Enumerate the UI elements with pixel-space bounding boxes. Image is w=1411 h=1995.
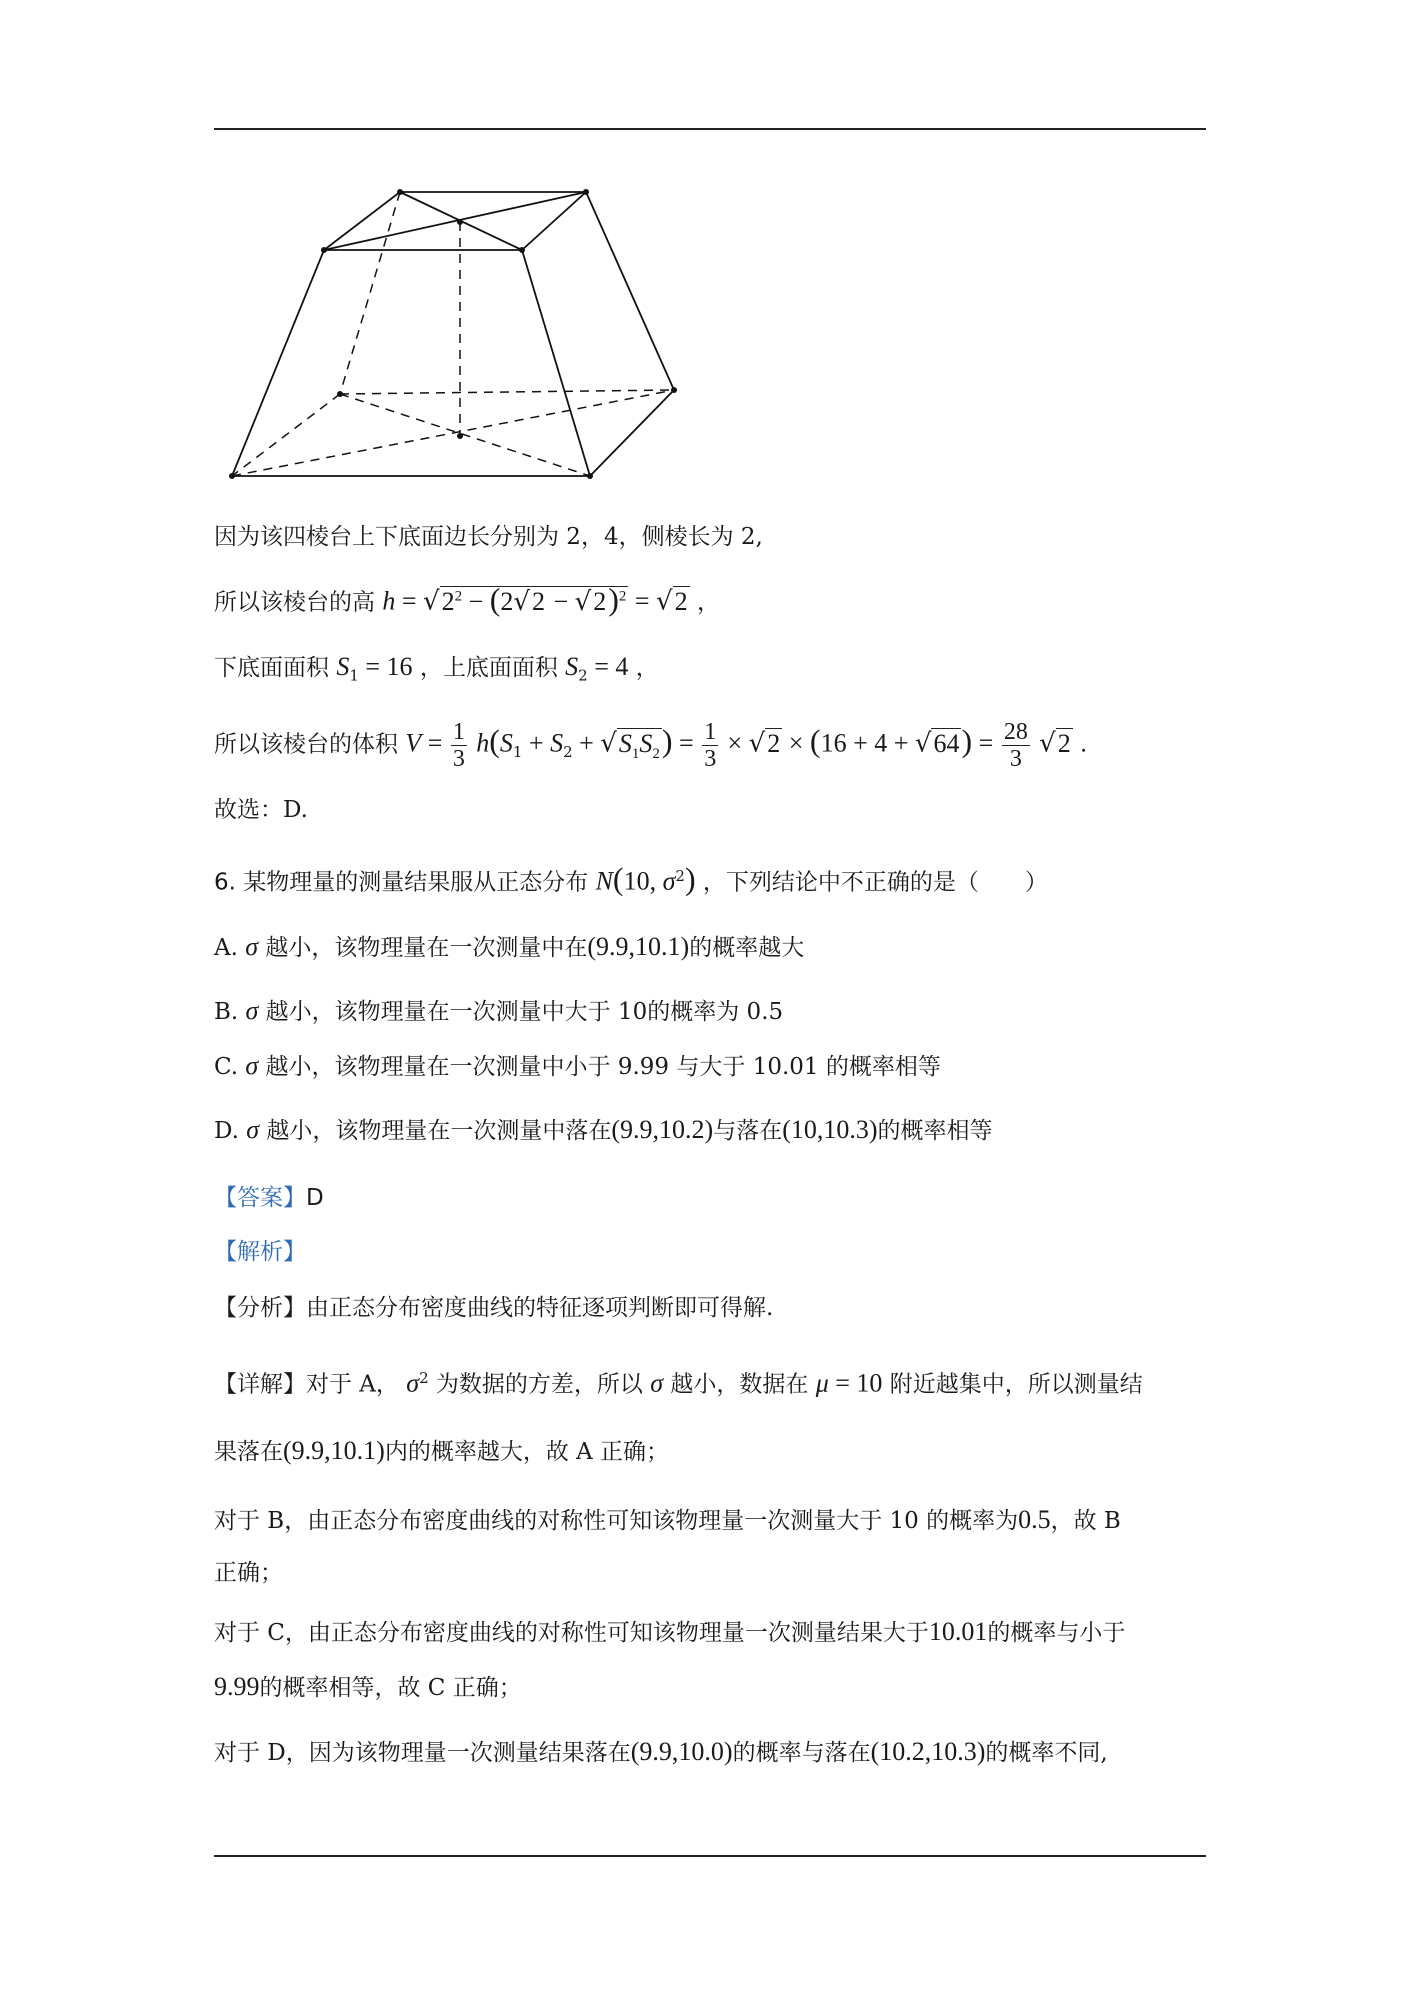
solution-line-1	[214, 519, 763, 555]
detail-d2: 的概率与落在	[732, 1740, 871, 1766]
detail-c1: 对于 C，由正态分布密度曲线的对称性可知该物理量一次测量结果大于	[214, 1620, 929, 1646]
option-c: C. σ 越小，该物理量在一次测量中小于 9.99 与大于 10.01 的概率相等	[214, 1051, 941, 1080]
detail-a3: 越小，数据在	[670, 1371, 809, 1398]
detail-d3: 的概率不同,	[985, 1740, 1108, 1766]
detail-a2: 为数据的方差，所以	[435, 1371, 643, 1398]
volume-tail: .	[1080, 731, 1088, 758]
option-c-label: C.	[214, 1054, 239, 1080]
option-d-post2: 的概率相等	[877, 1118, 993, 1144]
area-prefix: 下底面面积	[214, 655, 329, 681]
fenxi-tag: 【分析】	[214, 1295, 306, 1321]
area-line: 下底面面积 $S_1 = 16$ ，上底面面积 $S_2 = 4$ ，	[214, 652, 659, 685]
detail-line-b1: 对于 B，由正态分布密度曲线的对称性可知该物理量一次测量大于 10 的概率为0.5，故 B	[214, 1505, 1121, 1534]
question-stem-a: 某物理量的测量结果服从正态分布	[243, 869, 589, 896]
answer-value: D	[306, 1185, 324, 1211]
choose-line	[214, 792, 308, 828]
detail-line-c1: 对于 C，由正态分布密度曲线的对称性可知该物理量一次测量结果大于10.01的概率与小于	[214, 1617, 1126, 1646]
option-d-post: 与落在	[713, 1118, 783, 1144]
detail-line-a1: 【详解】对于 A， $\sigma^2$ 为数据的方差，所以 σ 越小，数据在 μ = 10 附近越集中，所以测量结	[214, 1368, 1143, 1398]
detail-line-d1: 对于 D，因为该物理量一次测量结果落在(9.9,10.0)的概率与落在(10.2,10.3)的概率不同,	[214, 1737, 1108, 1766]
option-b-label: B.	[214, 999, 239, 1025]
option-d-interval2: (10,10.3)	[782, 1115, 878, 1144]
question-stem-b: ，下列结论中不正确的是（ ）	[702, 869, 1048, 896]
option-a-post: 的概率越大	[689, 935, 805, 961]
volume-line: 所以该棱台的体积 V = $\frac{1}{3}$ $h(S_1 + S_2 + √S_1S_2)$ = $\frac{1}{3}$ × √2 × (16 + 4 + √64) = $\frac{28}{3}$ √2 .	[214, 719, 1088, 772]
detail-line-a2: 果落在(9.9,10.1)内的概率越大，故 A 正确；	[214, 1436, 670, 1465]
option-d: D. σ 越小，该物理量在一次测量中落在(9.9,10.2)与落在(10,10.3)的概率相等	[214, 1115, 993, 1144]
option-a-label: A.	[214, 935, 238, 961]
option-a-pre: 越小，该物理量在一次测量中在	[265, 935, 588, 961]
answer-tag: 【答案】	[214, 1185, 306, 1211]
area-tail: ，	[635, 655, 659, 681]
detail-a5: 果落在	[214, 1439, 283, 1465]
detail-c2: 的概率与小于	[987, 1620, 1126, 1646]
height-tail: ，	[696, 589, 720, 616]
option-d-label: D.	[214, 1118, 239, 1144]
option-d-pre: 越小，该物理量在一次测量中落在	[266, 1118, 612, 1144]
fenxi-line	[214, 1290, 773, 1326]
height-formula-line: 所以该棱台的高 $h = √2^2 - (2√2 - √2)^2 = √2$ ，	[214, 580, 720, 617]
option-a: A. σ 越小，该物理量在一次测量中在(9.9,10.1)的概率越大	[214, 932, 805, 961]
question-stem: 6. 某物理量的测量结果服从正态分布 N(10, $\sigma^2$) ，下列结论中不正确的是（ ）	[214, 860, 1048, 897]
volume-prefix: 所以该棱台的体积	[214, 731, 398, 758]
fenxi-text: 由正态分布密度曲线的特征逐项判断即可得解.	[306, 1295, 774, 1321]
detail-d1: 对于 D，因为该物理量一次测量结果落在	[214, 1740, 631, 1766]
answer-line	[214, 1180, 324, 1216]
choose-text: 故选：D.	[214, 797, 308, 823]
header-rule	[214, 128, 1206, 130]
frustum-figure	[214, 180, 694, 490]
detail-b3: 正确；	[214, 1560, 283, 1586]
xiangjie-tag: 【详解】	[214, 1371, 306, 1398]
option-b-text: 越小，该物理量在一次测量中大于 10的概率为 0.5	[265, 999, 784, 1025]
footer-rule	[214, 1855, 1206, 1857]
detail-line-c2: 9.99的概率相等，故 C 正确；	[214, 1672, 522, 1701]
detail-line-b2	[214, 1555, 283, 1591]
question-number: 6.	[214, 869, 236, 896]
option-c-text: 越小，该物理量在一次测量中小于 9.99 与大于 10.01 的概率相等	[265, 1054, 941, 1080]
option-b: B. σ 越小，该物理量在一次测量中大于 10的概率为 0.5	[214, 996, 784, 1025]
option-d-interval: (9.9,10.2)	[611, 1115, 714, 1144]
height-prefix: 所以该棱台的高	[214, 589, 375, 616]
detail-b1: 对于 B，由正态分布密度曲线的对称性可知该物理量一次测量大于 10 的概率为	[214, 1508, 1019, 1534]
detail-a4: 附近越集中，所以测量结	[889, 1371, 1143, 1398]
area-mid: ，上底面面积	[419, 655, 558, 681]
detail-a6: 内的概率越大，故 A 正确；	[384, 1439, 670, 1465]
detail-c3: 的概率相等，故 C 正确；	[259, 1675, 522, 1701]
detail-a1: 对于 A，	[306, 1371, 399, 1398]
option-a-interval: (9.9,10.1)	[587, 932, 690, 961]
analysis-tag: 【解析】	[214, 1239, 306, 1265]
solution-text-1: 因为该四棱台上下底面边长分别为 2，4，侧棱长为 2,	[214, 524, 763, 550]
detail-b2: ，故 B	[1050, 1508, 1121, 1534]
analysis-line	[214, 1234, 306, 1270]
